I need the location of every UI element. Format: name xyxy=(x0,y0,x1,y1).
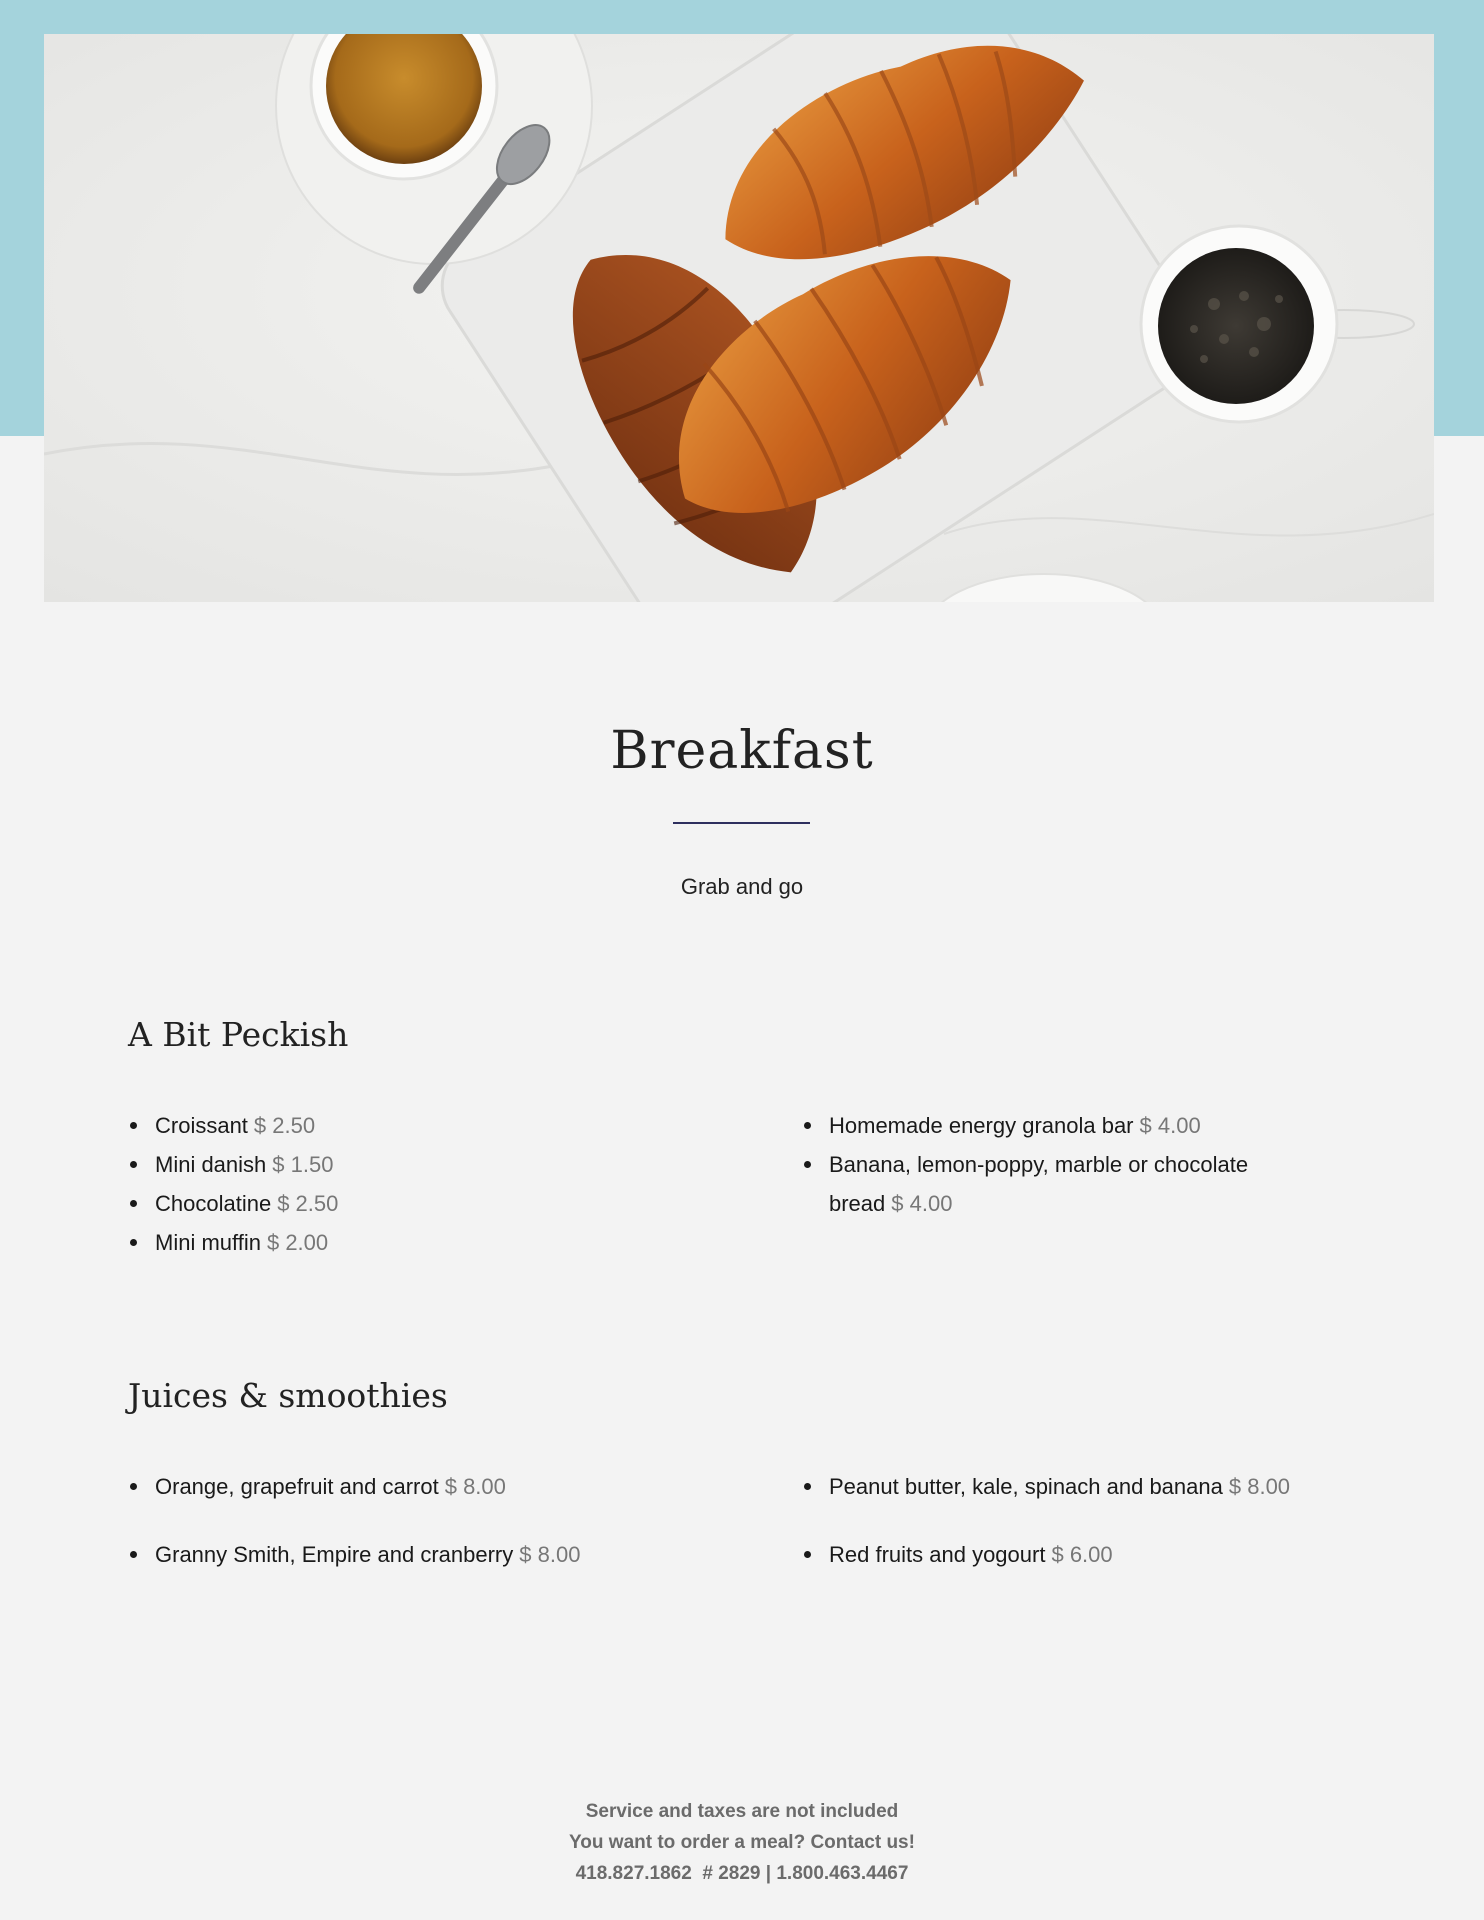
menu-item-price: $ 2.50 xyxy=(277,1191,339,1216)
footer-contact-prompt: You want to order a meal? Contact us! xyxy=(569,1832,915,1853)
title-divider xyxy=(673,822,810,824)
menu-item-name: Red fruits and yogourt xyxy=(829,1542,1046,1567)
footer xyxy=(0,1796,1484,1889)
menu-item-price: $ 2.50 xyxy=(253,1113,316,1138)
menu-item-name: Chocolatine xyxy=(155,1191,272,1216)
footer-notice: Service and taxes are not included xyxy=(585,1801,899,1822)
menu-item xyxy=(802,1145,1282,1223)
menu-item xyxy=(802,1535,1362,1574)
menu-item-price: $ 6.00 xyxy=(1051,1542,1113,1567)
menu-item-price: $ 8.00 xyxy=(1228,1474,1291,1499)
page-subtitle: Grab and go xyxy=(680,874,804,899)
menu-item xyxy=(128,1145,748,1184)
menu-list-juices-left xyxy=(128,1467,768,1603)
menu-item-price: $ 4.00 xyxy=(1139,1113,1201,1138)
menu-item-name: Orange, grapefruit and carrot xyxy=(155,1474,439,1499)
menu-list-juices-right xyxy=(802,1467,1362,1603)
menu-item-name: Croissant xyxy=(155,1113,248,1138)
menu-item-name: Peanut butter, kale, spinach and banana xyxy=(829,1474,1223,1499)
menu-item xyxy=(128,1223,748,1262)
section-heading-juices: Juices & smoothies xyxy=(128,1376,448,1415)
menu-item xyxy=(128,1106,748,1145)
menu-item xyxy=(128,1535,768,1574)
menu-item-name: Banana, lemon-poppy, marble or chocolate bread xyxy=(829,1152,1249,1216)
menu-item-price: $ 4.00 xyxy=(891,1191,953,1216)
menu-item-price: $ 8.00 xyxy=(519,1542,581,1567)
footer-phone-numbers[interactable]: 418.827.1862 # 2829 | 1.800.463.4467 xyxy=(575,1863,909,1884)
menu-item xyxy=(128,1184,748,1223)
menu-item-name: Granny Smith, Empire and cranberry xyxy=(155,1542,514,1567)
menu-list-peckish-right xyxy=(802,1106,1282,1223)
menu-item-price: $ 2.00 xyxy=(266,1230,329,1255)
menu-item xyxy=(802,1467,1362,1506)
hero-photo xyxy=(44,34,1434,602)
section-heading-peckish: A Bit Peckish xyxy=(128,1015,349,1054)
menu-item-name: Mini muffin xyxy=(155,1230,261,1255)
menu-item xyxy=(128,1467,768,1506)
menu-item-name: Homemade energy granola bar xyxy=(829,1113,1134,1138)
menu-item xyxy=(802,1106,1282,1145)
menu-list-peckish-left xyxy=(128,1106,748,1262)
page-title: Breakfast xyxy=(610,721,874,781)
menu-item-price: $ 1.50 xyxy=(272,1152,334,1177)
menu-item-name: Mini danish xyxy=(155,1152,267,1177)
menu-item-price: $ 8.00 xyxy=(444,1474,506,1499)
